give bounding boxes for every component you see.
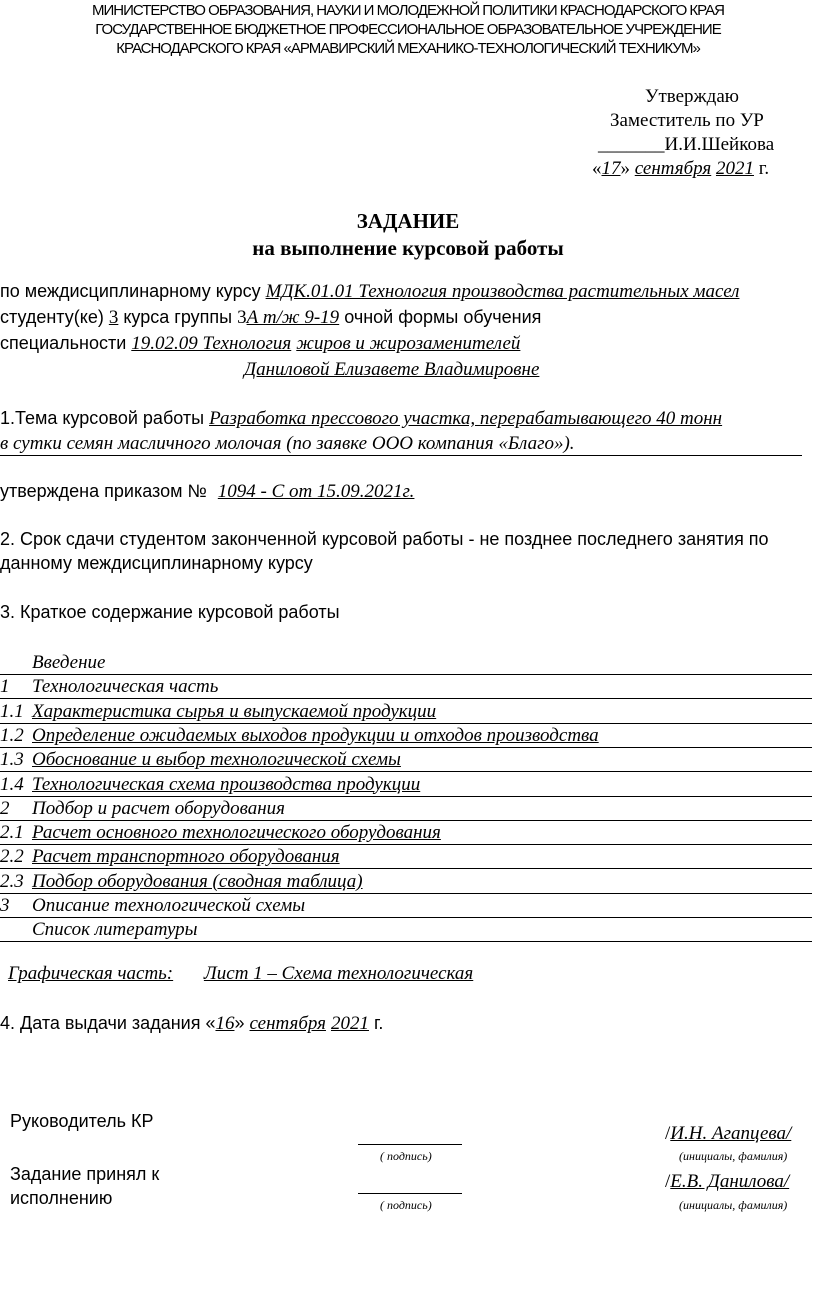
student-name-block <box>665 1171 789 1193</box>
course-value: МДК.01.01 Технология производства растительных масел <box>265 281 740 302</box>
content-item-number: 2.1 <box>0 822 24 844</box>
student-sign-name: Е.В. Данилова/ <box>670 1171 790 1192</box>
group-value: А т/ж 9-19 <box>246 307 340 328</box>
content-item-number: 2.3 <box>0 870 24 892</box>
approval-quote-open: « <box>592 158 602 179</box>
graphic-value: Лист 1 – Схема технологическая <box>203 963 474 984</box>
approval-signer <box>598 134 774 156</box>
issue-month: сентября <box>249 1013 326 1034</box>
approval-position: Заместитель по УР <box>610 110 764 131</box>
supervisor-signature-line <box>358 1144 462 1145</box>
content-item-text: Подбор оборудования (сводная таблица) <box>32 870 363 892</box>
student-signature-caption: ( подпись) <box>380 1198 432 1212</box>
content-item <box>0 798 812 821</box>
doc-subtitle: на выполнение курсовой работы <box>252 236 564 260</box>
course-line <box>0 281 739 303</box>
accepted-label-2: исполнению <box>10 1188 113 1208</box>
order-line <box>0 481 414 503</box>
supervisor-label: Руководитель КР <box>10 1111 154 1131</box>
content-item-text: Характеристика сырья и выпускаемой продукции <box>32 700 437 722</box>
content-item <box>0 822 812 845</box>
content-item <box>0 774 812 797</box>
content-item-text: Технологическая схема производства продукции <box>32 773 421 795</box>
specialty-value-1: 19.02.09 Технология <box>131 333 292 354</box>
content-item-text: Определение ожидаемых выходов продукции и отходов производства <box>32 724 599 746</box>
student-name: Даниловой Елизавете Владимировне <box>244 359 540 380</box>
content-item-text: Расчет транспортного оборудования <box>32 846 340 868</box>
approval-year-suffix: г. <box>758 158 770 179</box>
graphic-part <box>8 963 473 985</box>
approval-month: сентября <box>634 158 712 179</box>
content-item-text: Список литературы <box>32 919 198 941</box>
issue-year: 2021 <box>330 1013 369 1034</box>
student-label: студенту(ке) <box>0 307 104 327</box>
approval-day: 17 <box>601 158 621 179</box>
issue-quote-close: » <box>234 1013 245 1033</box>
approval-date <box>592 158 769 180</box>
topic-value-1: Разработка прессового участка, перерабатывающего 40 тонн <box>209 408 723 429</box>
content-item <box>0 725 812 748</box>
approval-quote-close: » <box>620 158 630 179</box>
content-item <box>0 676 812 699</box>
approval-signature-blank: _______ <box>598 134 665 155</box>
supervisor-name: И.Н. Агапцева/ <box>670 1123 792 1144</box>
content-item <box>0 895 812 918</box>
specialty-label: специальности <box>0 333 127 353</box>
content-item <box>0 871 812 894</box>
content-item <box>0 701 812 724</box>
issue-year-suffix: г. <box>374 1013 384 1033</box>
ministry-header-line1: МИНИСТЕРСТВО ОБРАЗОВАНИЯ, НАУКИ И МОЛОДЕЖНОЙ ПОЛИТИКИ КРАСНОДАРСКОГО КРАЯ <box>92 2 724 19</box>
group-prefix: 3 <box>237 307 247 328</box>
approval-name: И.И.Шейкова <box>664 134 775 155</box>
supervisor-name-block <box>665 1123 791 1145</box>
specialty-value-2: жиров и жирозаменителей <box>296 333 521 354</box>
student-slash: / <box>665 1171 671 1192</box>
student-signature-line <box>358 1193 462 1194</box>
content-item-number: 1.2 <box>0 724 24 746</box>
content-item-number: 2.2 <box>0 846 24 868</box>
student-line <box>0 307 541 329</box>
content-item-number: 1.4 <box>0 773 24 795</box>
content-item-text: Технологическая часть <box>32 676 219 698</box>
form-label: очной формы обучения <box>344 307 542 327</box>
content-heading: 3. Краткое содержание курсовой работы <box>0 602 340 622</box>
topic-value-2: в сутки семян масличного молочая (по заявке ООО компания «Благо»). <box>0 433 575 454</box>
order-label: утверждена приказом № <box>0 481 207 501</box>
issue-day: 16 <box>215 1013 235 1034</box>
deadline-line1: 2. Срок сдачи студентом законченной курсовой работы - не позднее последнего занятия по <box>0 529 769 549</box>
course-year: 3 <box>108 307 119 328</box>
content-item-number: 1.1 <box>0 700 24 722</box>
order-value: 1094 - С от 15.09.2021г. <box>217 481 415 502</box>
content-item-text: Расчет основного технологического оборудования <box>32 822 441 844</box>
content-item-number: 1 <box>0 676 10 698</box>
topic-line1 <box>0 408 722 430</box>
content-item <box>0 652 812 675</box>
specialty-line <box>0 333 520 355</box>
course-label: по междисциплинарному курсу <box>0 281 261 301</box>
issue-date-line <box>0 1013 383 1035</box>
doc-title: ЗАДАНИЕ <box>356 209 460 233</box>
graphic-label: Графическая часть: <box>8 963 174 984</box>
content-item <box>0 846 812 869</box>
content-item-text: Подбор и расчет оборудования <box>32 797 285 819</box>
approval-title: Утверждаю <box>645 86 739 107</box>
ministry-header-line2: ГОСУДАРСТВЕННОЕ БЮДЖЕТНОЕ ПРОФЕССИОНАЛЬНОЕ ОБРАЗОВАТЕЛЬНОЕ УЧРЕЖДЕНИЕ <box>95 21 721 38</box>
content-item-number: 1.3 <box>0 749 24 771</box>
topic-line2 <box>0 433 802 456</box>
issue-label: 4. Дата выдачи задания « <box>0 1013 216 1033</box>
content-item-text: Введение <box>32 652 106 673</box>
supervisor-slash: / <box>665 1123 671 1144</box>
topic-label: 1.Тема курсовой работы <box>0 408 205 428</box>
accepted-label-1: Задание принял к <box>10 1164 160 1184</box>
group-label: курса группы <box>123 307 233 327</box>
content-item-number: 2 <box>0 797 10 819</box>
content-item-number: 3 <box>0 895 10 916</box>
content-item-text: Обоснование и выбор технологической схемы <box>32 749 401 771</box>
supervisor-signature-caption: ( подпись) <box>380 1149 432 1163</box>
content-item <box>0 919 812 942</box>
supervisor-initials-caption: (инициалы, фамилия) <box>679 1149 788 1163</box>
content-item-text: Описание технологической схемы <box>32 895 306 916</box>
content-item <box>0 749 812 772</box>
approval-year: 2021 <box>715 158 754 179</box>
student-initials-caption: (инициалы, фамилия) <box>679 1198 788 1212</box>
deadline-line2: данному междисциплинарному курсу <box>0 553 313 573</box>
ministry-header-line3: КРАСНОДАРСКОГО КРАЯ «АРМАВИРСКИЙ МЕХАНИКО-ТЕХНОЛОГИЧЕСКИЙ ТЕХНИКУМ» <box>116 40 700 57</box>
